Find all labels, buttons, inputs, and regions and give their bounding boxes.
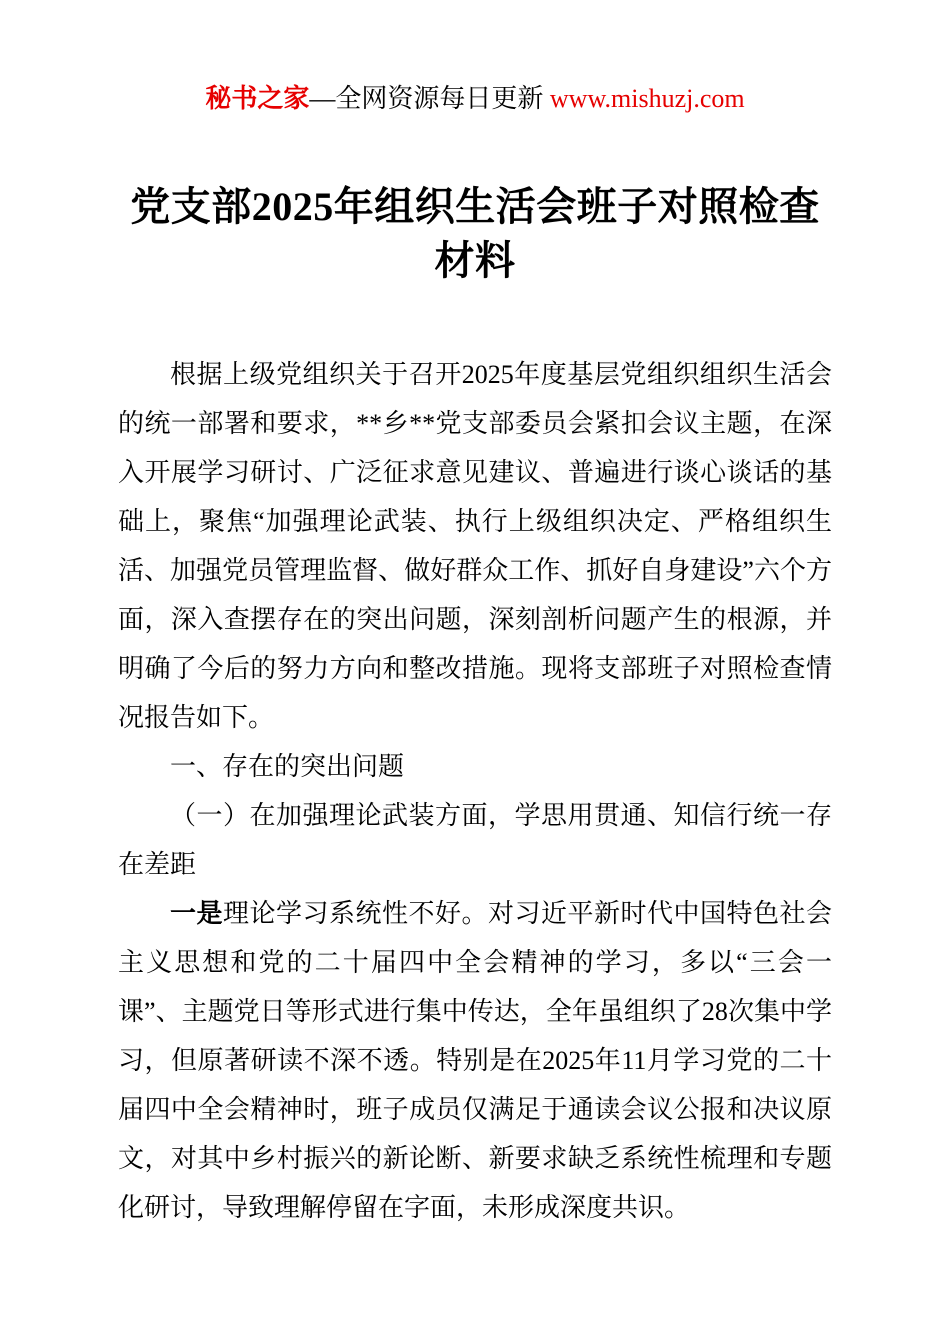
paragraph-intro: 根据上级党组织关于召开2025年度基层党组织组织生活会的统一部署和要求，**乡**党支部委员会紧扣会议主题，在深入开展学习研讨、广泛征求意见建议、普遍进行谈心谈话的基础上，聚焦“加强理论武装、执行上级组织决定、严格组织生活、加强党员管理监督、做好群众工作、抓好自身建设”六个方面，深入查摆存在的突出问题，深刻剖析问题产生的根源，并明确了今后的努力方向和整改措施。现将支部班子对照检查情况报告如下。 [118,359,832,732]
site-url-link[interactable]: www.mishuzj.com [549,84,745,113]
site-watermark [118,82,832,116]
subsection-heading-1-1: （一）在加强理论武装方面，学思用贯通、知信行统一存在差距 [118,800,832,879]
site-brand: 秘书之家 [205,84,310,113]
paragraph-point-1-text: 理论学习系统性不好。对习近平新时代中国特色社会主义思想和党的二十届四中全会精神的学习，多以“三会一课”、主题党日等形式进行集中传达，全年虽组织了28次集中学习，但原著研读不深不透。特别是在2025年11月学习党的二十届四中全会精神时，班子成员仅满足于通读会议公报和决议原文，对其中乡村振兴的新论断、新要求缺乏系统性梳理和专题化研讨，导致理解停留在字面，未形成深度共识。 [118,898,832,1222]
section-heading-1: 一、存在的突出问题 [170,751,405,781]
document-body [118,350,832,1232]
site-tagline: —全网资源每日更新 [309,84,550,113]
paragraph-point-1-lead: 一是 [170,898,223,928]
paragraph-point-1 [118,889,832,1232]
document-title: 党支部2025年组织生活会班子对照检查材料 [130,183,820,283]
